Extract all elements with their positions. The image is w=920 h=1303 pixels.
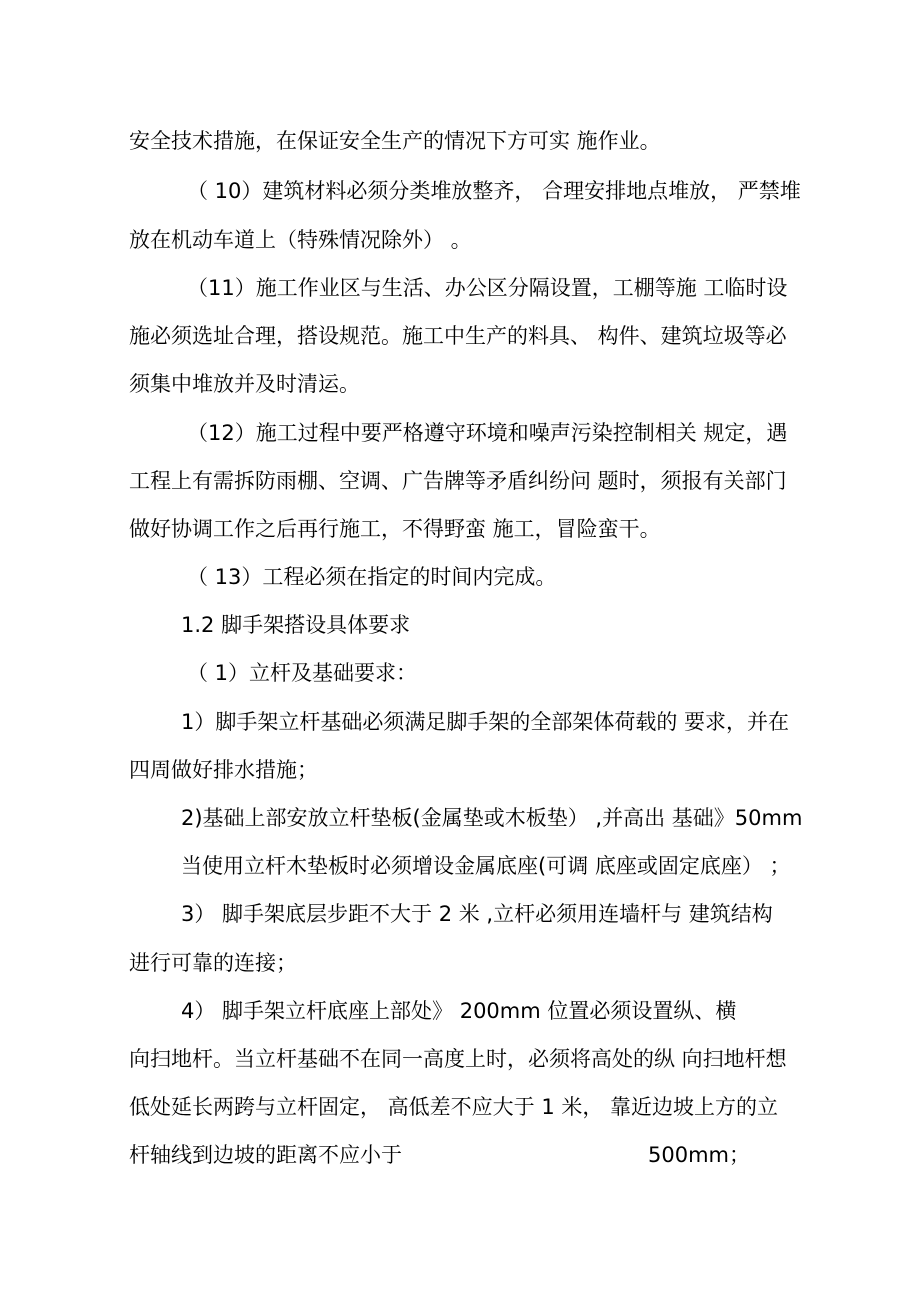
item-11-heading-line: （11）施工作业区与生活、办公区分隔设置，工棚等施 工临时设 <box>187 276 788 300</box>
section-heading: 1.2 脚手架搭设具体要求 <box>181 613 411 637</box>
text-line: 施必须选址合理，搭设规范。施工中生产的料具、 构件、建筑垃圾等必 <box>129 324 787 348</box>
text-line: 放在机动车道上（特殊情况除外） 。 <box>129 228 472 252</box>
text-line: 做好协调工作之后再行施工，不得野蛮 施工，冒险蛮干。 <box>129 517 661 541</box>
text-line: 安全技术措施，在保证安全生产的情况下方可实 施作业。 <box>129 129 661 153</box>
item-12-heading-line: （12）施工过程中要严格遵守环境和噪声污染控制相关 规定，遇 <box>187 421 788 445</box>
item-10-heading-line: （ 10）建筑材料必须分类堆放整齐， 合理安排地点堆放， 严禁堆 <box>187 179 801 203</box>
text-line-value: 500mm； <box>648 1143 750 1167</box>
item-2-line: 2)基础上部安放立杆垫板(金属垫或木板垫） ,并高出 基础》50mm <box>181 806 803 830</box>
subsection-heading: （ 1）立杆及基础要求： <box>187 661 418 685</box>
text-line: 工程上有需拆防雨棚、空调、广告牌等矛盾纠纷问 题时，须报有关部门 <box>129 469 787 493</box>
item-3-line: 3） 脚手架底层步距不大于 2 米 ,立杆必须用连墙杆与 建筑结构 <box>181 902 773 926</box>
text-line: 进行可靠的连接； <box>129 951 297 975</box>
text-line: 向扫地杆。当立杆基础不在同一高度上时，必须将高处的纵 向扫地杆想 <box>129 1047 787 1071</box>
item-1-line: 1）脚手架立杆基础必须满足脚手架的全部架体荷载的 要求，并在 <box>181 710 790 734</box>
text-line: 须集中堆放并及时清运。 <box>129 372 360 396</box>
item-4-line: 4） 脚手架立杆底座上部处》 200mm 位置必须设置纵、横 <box>181 999 737 1023</box>
text-line: 杆轴线到边坡的距离不应小于 <box>129 1143 402 1167</box>
item-13-line: （ 13）工程必须在指定的时间内完成。 <box>187 565 557 589</box>
text-line: 当使用立杆木垫板时必须增设金属底座(可调 底座或固定底座） ； <box>181 854 791 878</box>
text-line: 四周做好排水措施； <box>129 758 318 782</box>
text-line: 低处延长两跨与立杆固定， 高低差不应大于 1 米， 靠近边坡上方的立 <box>129 1095 779 1119</box>
